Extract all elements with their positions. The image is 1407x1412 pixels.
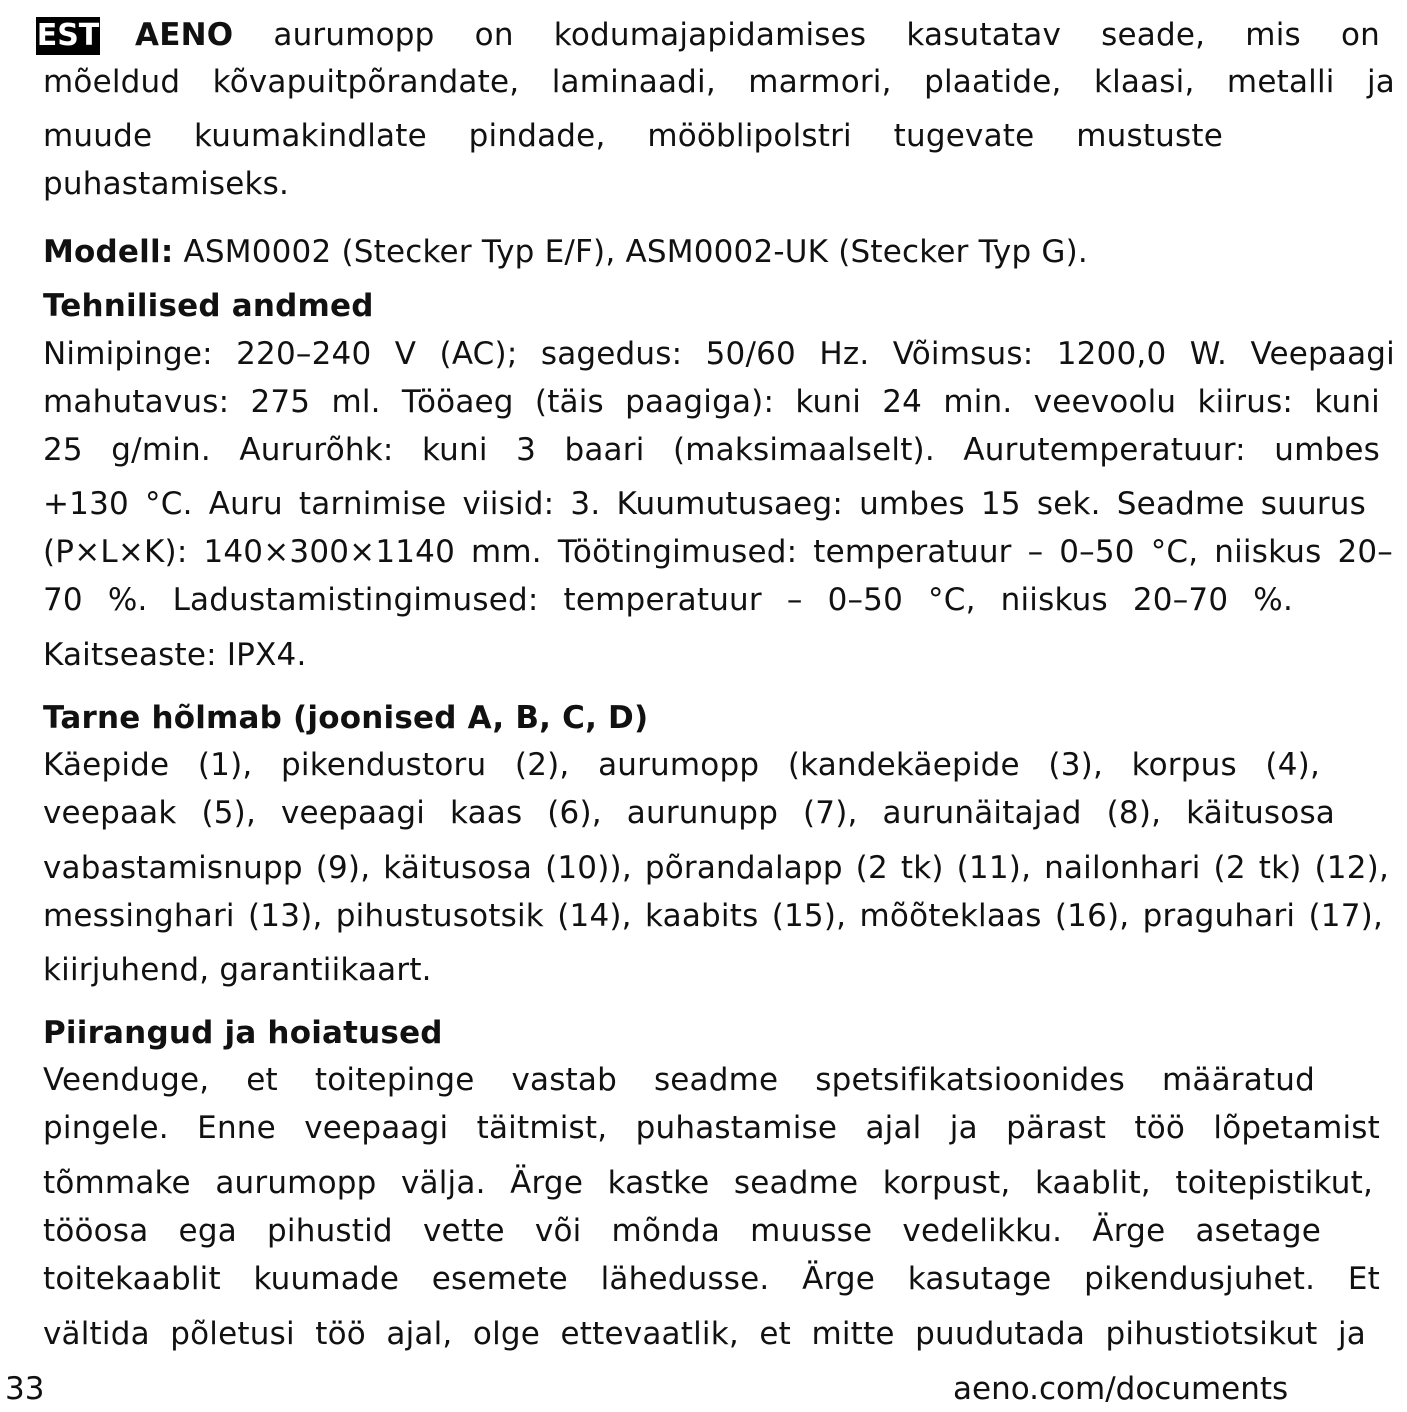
tech-heading: Tehnilised andmed <box>43 288 374 324</box>
package-line-5: kiirjuhend, garantiikaart. <box>43 952 432 988</box>
intro-line-2: mõeldud kõvapuitpõrandate, laminaadi, marmori, plaatide, klaasi, metalli ja <box>43 64 1395 100</box>
tech-line-2: mahutavus: 275 ml. Tööaeg (täis paagiga): kuni 24 min. veevoolu kiirus: kuni <box>43 384 1380 420</box>
warnings-line-1: Veenduge, et toitepinge vastab seadme spetsifikatsioonides määratud <box>43 1062 1315 1098</box>
page-number: 33 <box>5 1371 45 1407</box>
intro-line-1-text: aurumopp on kodumajapidamises kasutatav seade, mis on <box>233 17 1380 53</box>
tech-line-5: (P×L×K): 140×300×1140 mm. Töötingimused: temperatuur – 0–50 °C, niiskus 20– <box>43 534 1393 570</box>
package-line-1: Käepide (1), pikendustoru (2), aurumopp (kandekäepide (3), korpus (4), <box>43 747 1320 783</box>
tech-line-4: +130 °C. Auru tarnimise viisid: 3. Kuumutusaeg: umbes 15 sek. Seadme suurus <box>43 486 1366 522</box>
tech-line-1: Nimipinge: 220–240 V (AC); sagedus: 50/60 Hz. Võimsus: 1200,0 W. Veepaagi <box>43 336 1395 372</box>
package-heading: Tarne hõlmab (joonised A, B, C, D) <box>43 700 649 736</box>
warnings-line-6: vältida põletusi töö ajal, olge ettevaatlik, et mitte puudutada pihustiotsikut ja <box>43 1316 1366 1352</box>
package-line-2: veepaak (5), veepaagi kaas (6), aurunupp (7), aurunäitajad (8), käitusosa <box>43 795 1335 831</box>
tech-line-6: 70 %. Ladustamistingimused: temperatuur – 0–50 °C, niiskus 20–70 %. <box>43 582 1293 618</box>
package-line-4: messinghari (13), pihustusotsik (14), kaabits (15), mõõteklaas (16), praguhari (17), <box>43 898 1383 934</box>
warnings-line-3: tõmmake aurumopp välja. Ärge kastke seadme korpust, kaablit, toitepistikut, <box>43 1165 1373 1201</box>
warnings-heading: Piirangud ja hoiatused <box>43 1015 443 1051</box>
warnings-line-2: pingele. Enne veepaagi täitmist, puhastamise ajal ja pärast töö lõpetamist <box>43 1110 1380 1146</box>
tech-line-7: Kaitseaste: IPX4. <box>43 637 307 673</box>
warnings-line-4: tööosa ega pihustid vette või mõnda muusse vedelikku. Ärge asetage <box>43 1213 1321 1249</box>
language-badge: EST <box>36 18 100 53</box>
tech-line-3: 25 g/min. Aururõhk: kuni 3 baari (maksimaalselt). Aurutemperatuur: umbes <box>43 432 1380 468</box>
model-value: ASM0002 (Stecker Typ E/F), ASM0002-UK (Stecker Typ G). <box>173 234 1088 270</box>
intro-line-4: puhastamiseks. <box>43 166 290 202</box>
footer-url: aeno.com/documents <box>953 1371 1289 1407</box>
package-line-3: vabastamisnupp (9), käitusosa (10)), põrandalapp (2 tk) (11), nailonhari (2 tk) (12), <box>43 850 1389 886</box>
intro-line-3: muude kuumakindlate pindade, mööblipolstri tugevate mustuste <box>43 118 1223 154</box>
model-line <box>43 235 1088 269</box>
brand-name: AENO <box>135 17 234 53</box>
warnings-line-5: toitekaablit kuumade esemete lähedusse. Ärge kasutage pikendusjuhet. Et <box>43 1261 1380 1297</box>
model-label: Modell: <box>43 234 174 270</box>
intro-line-1 <box>135 18 1380 52</box>
